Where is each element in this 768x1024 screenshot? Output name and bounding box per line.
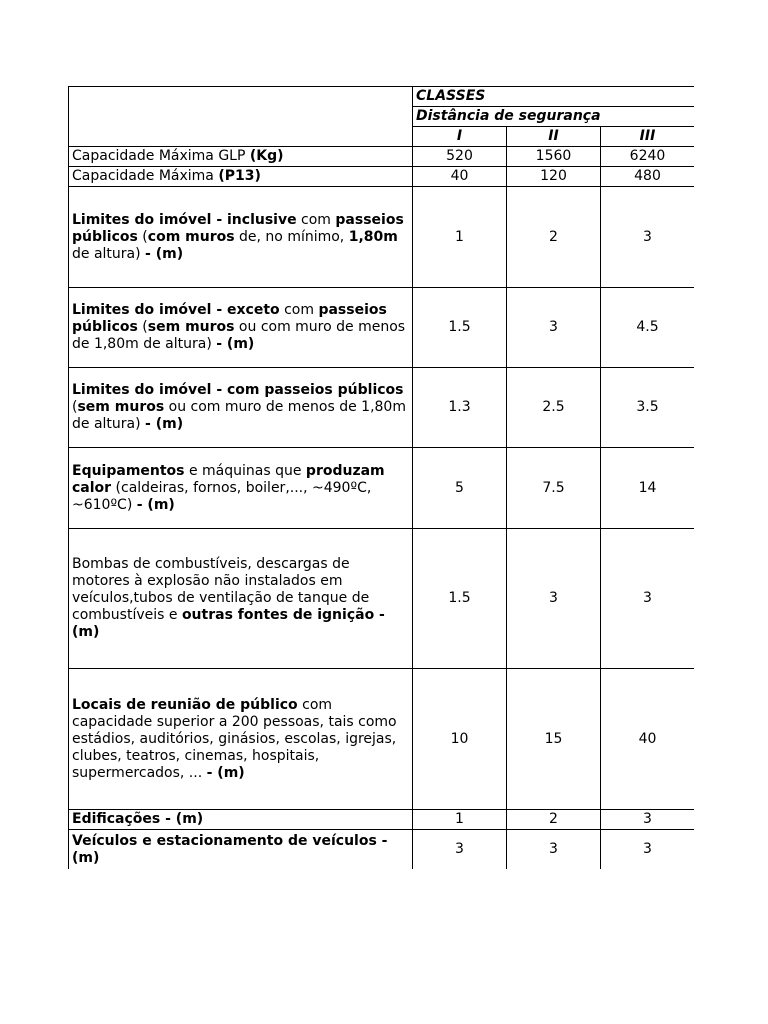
- table-row: [69, 167, 695, 187]
- row-label-segment: (: [137, 319, 148, 335]
- value-cell-class-II: 15: [507, 669, 601, 810]
- row-label-segment: e máquinas que: [184, 462, 306, 479]
- row-label-segment: com capacidade superior a 200 pessoas, tais como estádios, auditórios, ginásios, escolas, igrejas, clubes, teatros, cinemas, hospitais, supermercados, ...: [72, 696, 397, 781]
- value-cell-class-III: 3: [601, 810, 695, 830]
- row-label: [69, 187, 413, 288]
- row-label-segment: ou com muro de menos de 1,80m de altura): [72, 319, 406, 352]
- value-cell-class-II: 2: [507, 810, 601, 830]
- row-label-segment: de altura): [72, 245, 146, 262]
- row-label-segment: Bombas de combustíveis, descargas de motores à explosão não instalados em veículos,tubos de ventilação de tanque de combustíveis e: [72, 556, 370, 623]
- row-label-segment: com: [296, 211, 336, 228]
- value-cell-class-III: 40: [601, 669, 695, 810]
- classes-header: CLASSES: [413, 87, 695, 107]
- row-label-segment: produzam calor: [72, 462, 385, 496]
- table-row: [69, 669, 695, 810]
- safety-distance-table: [68, 86, 694, 869]
- value-cell-class-I: 1: [413, 810, 507, 830]
- row-label-segment: Locais de reunião de público: [72, 696, 298, 713]
- row-label-segment: Edificações - (m): [72, 811, 204, 827]
- value-cell-class-I: 3: [413, 830, 507, 870]
- value-cell-class-II: 2: [507, 187, 601, 288]
- row-label-segment: com muros: [147, 228, 235, 245]
- value-cell-class-II: 7.5: [507, 448, 601, 529]
- value-cell-class-III: 3.5: [601, 368, 695, 448]
- row-label-segment: Equipamentos: [72, 462, 185, 479]
- table-row: [69, 830, 695, 870]
- value-cell-class-I: 1.3: [413, 368, 507, 448]
- row-label-segment: passeios públicos: [72, 302, 387, 335]
- value-cell-class-II: 3: [507, 529, 601, 669]
- corner-empty-cell: [69, 87, 413, 147]
- row-label-segment: - (m): [145, 245, 184, 262]
- row-label-segment: com: [279, 302, 319, 318]
- row-label-segment: Limites do imóvel - exceto: [72, 302, 280, 318]
- value-cell-class-II: 2.5: [507, 368, 601, 448]
- row-label-segment: (: [137, 228, 148, 245]
- distance-header: Distância de segurança: [413, 107, 695, 127]
- table-row: [69, 529, 695, 669]
- table-row: [69, 147, 695, 167]
- row-label-segment: outras fontes de ignição - (m): [72, 607, 385, 640]
- value-cell-class-III: 6240: [601, 147, 695, 167]
- table-row: [69, 448, 695, 529]
- row-label-segment: Limites do imóvel - com passeios públicos: [72, 382, 404, 398]
- row-label: [69, 147, 413, 167]
- value-cell-class-III: 3: [601, 529, 695, 669]
- row-label-segment: de, no mínimo,: [234, 228, 349, 245]
- row-label: [69, 167, 413, 187]
- row-label-segment: (Kg): [249, 148, 284, 164]
- table-row: [69, 810, 695, 830]
- row-label: [69, 810, 413, 830]
- row-label-segment: (caldeiras, fornos, boiler,..., ~490ºC, ~610ºC): [72, 479, 372, 513]
- row-label-segment: sem muros: [147, 319, 235, 335]
- value-cell-class-II: 3: [507, 830, 601, 870]
- table-row: [69, 187, 695, 288]
- row-label-segment: Limites do imóvel - inclusive: [72, 211, 297, 228]
- row-label: [69, 288, 413, 368]
- row-label-segment: Veículos e estacionamento de veículos - (m): [72, 832, 388, 866]
- row-label: [69, 669, 413, 810]
- row-label-segment: - (m): [145, 416, 184, 432]
- row-label-segment: ou com muro de menos de 1,80m de altura): [72, 399, 406, 432]
- value-cell-class-III: 480: [601, 167, 695, 187]
- row-label-segment: sem muros: [77, 399, 165, 415]
- value-cell-class-I: 1.5: [413, 288, 507, 368]
- column-header-II: II: [507, 127, 601, 147]
- value-cell-class-I: 1: [413, 187, 507, 288]
- value-cell-class-I: 1.5: [413, 529, 507, 669]
- row-label-segment: Capacidade Máxima: [72, 168, 219, 184]
- value-cell-class-II: 3: [507, 288, 601, 368]
- column-header-I: I: [413, 127, 507, 147]
- table-row: [69, 288, 695, 368]
- row-label-segment: (: [72, 399, 78, 415]
- spreadsheet-viewport: [68, 86, 694, 869]
- row-label-segment: 1,80m: [348, 228, 398, 245]
- row-label-segment: - (m): [216, 336, 255, 352]
- row-label: [69, 448, 413, 529]
- value-cell-class-I: 520: [413, 147, 507, 167]
- row-label-segment: - (m): [206, 764, 245, 781]
- value-cell-class-III: 14: [601, 448, 695, 529]
- value-cell-class-I: 5: [413, 448, 507, 529]
- value-cell-class-I: 10: [413, 669, 507, 810]
- row-label-segment: (P13): [218, 168, 261, 184]
- value-cell-class-II: 1560: [507, 147, 601, 167]
- value-cell-class-III: 3: [601, 187, 695, 288]
- value-cell-class-I: 40: [413, 167, 507, 187]
- row-label-segment: - (m): [136, 496, 175, 513]
- row-label: [69, 368, 413, 448]
- value-cell-class-III: 4.5: [601, 288, 695, 368]
- column-header-III: III: [601, 127, 695, 147]
- value-cell-class-III: 3: [601, 830, 695, 870]
- row-label: [69, 529, 413, 669]
- row-label-segment: passeios públicos: [72, 211, 404, 245]
- row-label-segment: Capacidade Máxima GLP: [72, 148, 250, 164]
- row-label: [69, 830, 413, 870]
- value-cell-class-II: 120: [507, 167, 601, 187]
- table-row: [69, 368, 695, 448]
